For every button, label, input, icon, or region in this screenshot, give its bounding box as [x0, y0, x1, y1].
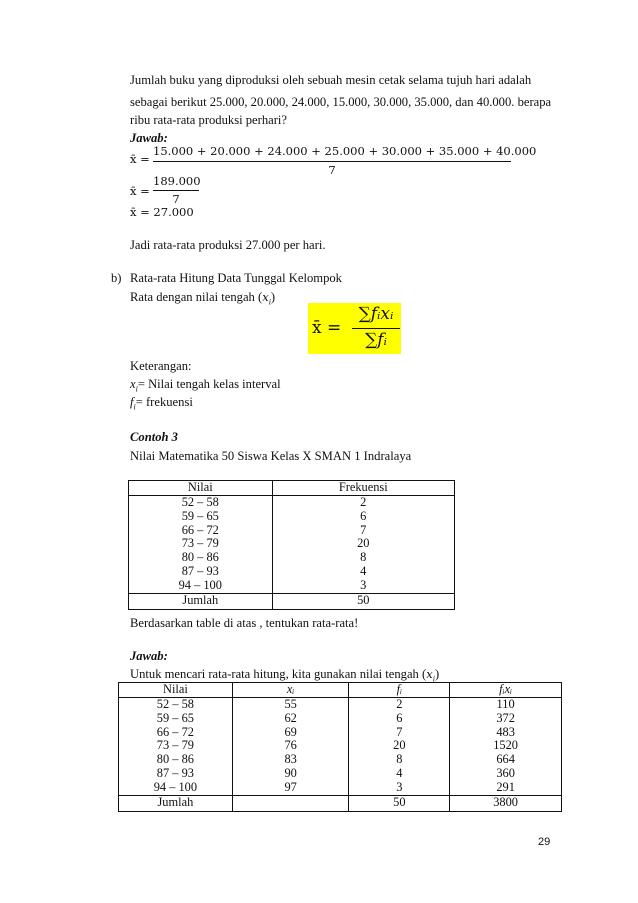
intro-line-3: ribu rata-rata produksi perhari?	[130, 113, 287, 127]
keterangan-x: $x_i=$ Nilai tengah kelas interval	[130, 377, 281, 394]
table-cell: 8	[272, 551, 454, 565]
column-header: fᵢ	[349, 683, 450, 698]
table-cell: 94 – 100	[153, 779, 198, 794]
table-cell: 66 – 72	[181, 522, 219, 537]
total-numerator: 189.000	[153, 174, 201, 188]
table-cell: 664	[450, 753, 562, 767]
section-label: b)	[111, 271, 122, 285]
calculation-table	[118, 682, 562, 812]
table-cell: 3	[349, 781, 450, 795]
section-subtitle: Rata dengan nilai tengah $(x_i)$	[130, 290, 276, 307]
table-cell: 73 – 79	[181, 536, 219, 551]
table-cell: 20	[349, 739, 450, 753]
table-cell: 8	[349, 753, 450, 767]
table-cell: Jumlah	[129, 593, 273, 609]
table-cell: 6	[272, 510, 454, 524]
table-cell	[232, 795, 349, 811]
table-cell: 90	[232, 767, 349, 781]
formula-numerator: ∑fᵢxᵢ	[358, 304, 394, 324]
table-cell: 97	[232, 781, 349, 795]
table-cell: 87 – 93	[181, 563, 219, 578]
conclusion: Jadi rata-rata produksi 27.000 per hari.	[130, 238, 326, 252]
table-cell: 7	[272, 524, 454, 538]
total-denominator: 7	[172, 192, 180, 206]
keterangan-label: Keterangan:	[130, 359, 192, 373]
table-cell: 110	[450, 698, 562, 712]
table-cell: 73 – 79	[156, 738, 194, 753]
xbar-symbol-1: x̄ =	[130, 152, 150, 166]
table-cell: 483	[450, 726, 562, 740]
table-cell: 66 – 72	[156, 724, 194, 739]
table-cell: 59 – 65	[181, 508, 219, 523]
table-cell: 62	[232, 712, 349, 726]
table-cell: 6	[349, 712, 450, 726]
table-cell: 52 – 58	[181, 495, 219, 509]
table-row	[129, 565, 455, 579]
column-header: Nilai	[129, 481, 273, 496]
table-row	[129, 510, 455, 524]
result-line: x̄ = 27.000	[130, 205, 194, 219]
table-cell: 3	[272, 579, 454, 593]
table-cell: 80 – 86	[156, 752, 194, 767]
contoh-title: Contoh 3	[130, 430, 178, 444]
table-header-row	[129, 481, 455, 496]
column-header: Nilai	[119, 683, 233, 698]
column-header: xᵢ	[232, 683, 349, 698]
table-cell: 59 – 65	[156, 710, 194, 725]
column-header: fᵢxᵢ	[450, 683, 562, 698]
table-row	[119, 767, 562, 781]
intro-line-1: Jumlah buku yang diproduksi oleh sebuah mesin cetak selama tujuh hari adalah	[130, 73, 532, 87]
table-cell: 52 – 58	[156, 697, 194, 711]
table-cell: 360	[450, 767, 562, 781]
table-cell: 55	[232, 698, 349, 712]
fraction-bar-2	[153, 190, 199, 191]
table-row	[119, 712, 562, 726]
table-cell: 50	[272, 593, 454, 609]
table-cell: 87 – 93	[156, 765, 194, 780]
contoh-description: Nilai Matematika 50 Siswa Kelas X SMAN 1 Indralaya	[130, 449, 412, 463]
table-cell: 4	[272, 565, 454, 579]
sum-numerator: 15.000 + 20.000 + 24.000 + 25.000 + 30.000 + 35.000 + 40.000	[153, 144, 537, 158]
jawab-intro: Untuk mencari rata-rata hitung, kita gunakan nilai tengah $(x_i)$	[130, 667, 440, 684]
page-number: 29	[538, 836, 551, 848]
table-cell: 2	[272, 496, 454, 510]
table-cell: 80 – 86	[181, 550, 219, 565]
frequency-table	[128, 480, 455, 610]
table-cell: 4	[349, 767, 450, 781]
jawab-label: Jawab:	[130, 131, 168, 145]
table-row	[119, 781, 562, 795]
instruction: Berdasarkan table di atas , tentukan rata-rata!	[130, 616, 359, 630]
table-footer-row	[119, 795, 562, 811]
table-cell: 7	[349, 726, 450, 740]
table-row	[119, 726, 562, 740]
table-cell: 83	[232, 753, 349, 767]
table-row	[129, 537, 455, 551]
section-title: Rata-rata Hitung Data Tunggal Kelompok	[130, 271, 342, 285]
table-header-row	[119, 683, 562, 698]
table-cell: 372	[450, 712, 562, 726]
table-row	[129, 524, 455, 538]
table-row	[129, 579, 455, 593]
table-cell: 69	[232, 726, 349, 740]
table-footer-row	[129, 593, 455, 609]
intro-line-2: sebagai berikut 25.000, 20.000, 24.000, 15.000, 30.000, 35.000, dan 40.000. berapa	[130, 95, 552, 109]
table-row	[119, 753, 562, 767]
table-row	[119, 739, 562, 753]
column-header: Frekuensi	[272, 481, 454, 496]
table-cell: 94 – 100	[178, 577, 222, 592]
table-cell: 76	[232, 739, 349, 753]
fraction-bar-1	[153, 161, 511, 162]
table-row	[129, 551, 455, 565]
table-cell: 20	[272, 537, 454, 551]
table-cell: 1520	[450, 739, 562, 753]
formula-lhs: x̄ =	[312, 318, 342, 338]
table-row	[129, 496, 455, 510]
formula-fraction-bar	[352, 328, 400, 329]
table-cell: 50	[349, 795, 450, 811]
jawab-label-2: Jawab:	[130, 649, 168, 663]
table-cell: Jumlah	[119, 795, 233, 811]
table-cell: 291	[450, 781, 562, 795]
formula-denominator: ∑fᵢ	[365, 330, 387, 350]
table-cell: 3800	[450, 795, 562, 811]
sum-denominator: 7	[328, 163, 336, 177]
table-row	[119, 698, 562, 712]
xbar-symbol-2: x̄ =	[130, 184, 150, 198]
table-cell: 2	[349, 698, 450, 712]
keterangan-f: $f_i=$ frekuensi	[130, 395, 193, 412]
